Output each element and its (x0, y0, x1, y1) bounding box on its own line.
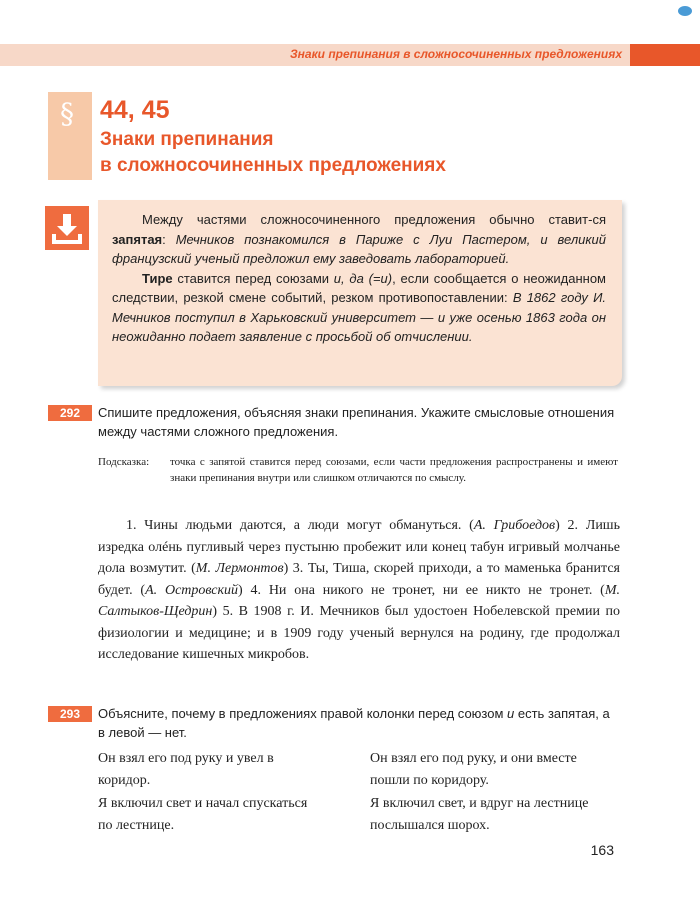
section-sign: § (60, 97, 74, 130)
term-comma: запятая (112, 231, 163, 247)
rule-example-2: В 1862 году И. Мечников поступил в Харьковский университет — и уже осенью 1863 года он неожиданно подает заявление с просьбой об отчислении. (112, 290, 606, 344)
exercise-292-task: Спишите предложения, объясняя знаки препинания. Укажите смысловые отношения между частями сложного предложения. (98, 405, 615, 439)
right-sentence-2: Я включил свет, и вдруг на лестнице послышался шорох. (370, 796, 589, 833)
left-sentence-1: Он взял его под руку и увел в коридор. (98, 751, 274, 788)
header-accent-bar (630, 44, 700, 66)
left-sentence-2: Я включил свет и начал спускаться по лестнице. (98, 796, 308, 833)
rule-example-1: Мечников познакомился в Париже с Луи Пастером, и великий французский ученый предложил ему заведовать лабораторией. (112, 231, 606, 266)
exercise-292-sentences: 1. Чины людьми даются, а люди могут обмануться. (А. Грибоедов) 2. Лишь изредка олéнь пугливый через пустыню пробежит или конец табун игривый молчанье дола возмутит. (М. Лермонтов) 3. Ты, Тиша, скорей приходи, а то маменька бранится будет. (А. Островский) 4. Ни она никого не тронет, ни ее никто не тронет. (М. Салтыков-Щедрин) 5. В 1908 г. И. Мечников был удостоен Нобелевской премии по физиологии и медицине; и в 1909 году ученый вернулся на родину, где продолжал исследование кишечных микробов. (98, 518, 620, 662)
rule-paragraph-dash: Тире ставится перед союзами и, да (=и), если сообщается о неожиданном следствии, резкой смене событий, резком противопоставлении: В 1862 году И. Мечников поступил в Харьковский университет — и уже осенью 1863 года он неожиданно подает заявление с просьбой об отчислении. (112, 270, 606, 344)
rule-paragraph-comma: Между частями сложносочиненного предложения обычно ставит-ся запятая: Мечников познакомился в Париже с Луи Пастером, и великий французский ученый предложил ему заведовать лабораторией. (112, 212, 606, 266)
hint-block (98, 454, 618, 486)
section-title-line1: Знаки препинания (100, 129, 274, 150)
exercise-293-task: Объясните, почему в предложениях правой колонки перед союзом и есть запятая, а в левой — нет. (98, 706, 610, 740)
exercise-293-number: 293 (48, 706, 92, 722)
download-icon (45, 206, 89, 250)
section-title (100, 127, 446, 179)
left-column (98, 748, 328, 792)
term-dash: Тире (142, 270, 173, 286)
hint-text: точка с запятой ставится перед союзами, если части предложения распространены и имеют знаки препинания внутри или слишком отличаются по смыслу. (170, 456, 618, 484)
publisher-logo (678, 6, 692, 16)
rule-text (112, 210, 606, 347)
right-sentence-1: Он взял его под руку, и они вместе пошли по коридору. (370, 751, 577, 788)
page-number: 163 (590, 842, 614, 858)
exercise-292-number: 292 (48, 405, 92, 421)
hint-label: Подсказка: (98, 456, 150, 468)
section-title-line2: в сложносочиненных предложениях (100, 155, 446, 176)
running-header: Знаки препинания в сложносочиненных предложениях (289, 47, 622, 61)
section-number: 44, 45 (100, 96, 170, 124)
left-column-2 (98, 793, 318, 837)
right-column (370, 748, 602, 792)
right-column-2 (370, 793, 600, 837)
